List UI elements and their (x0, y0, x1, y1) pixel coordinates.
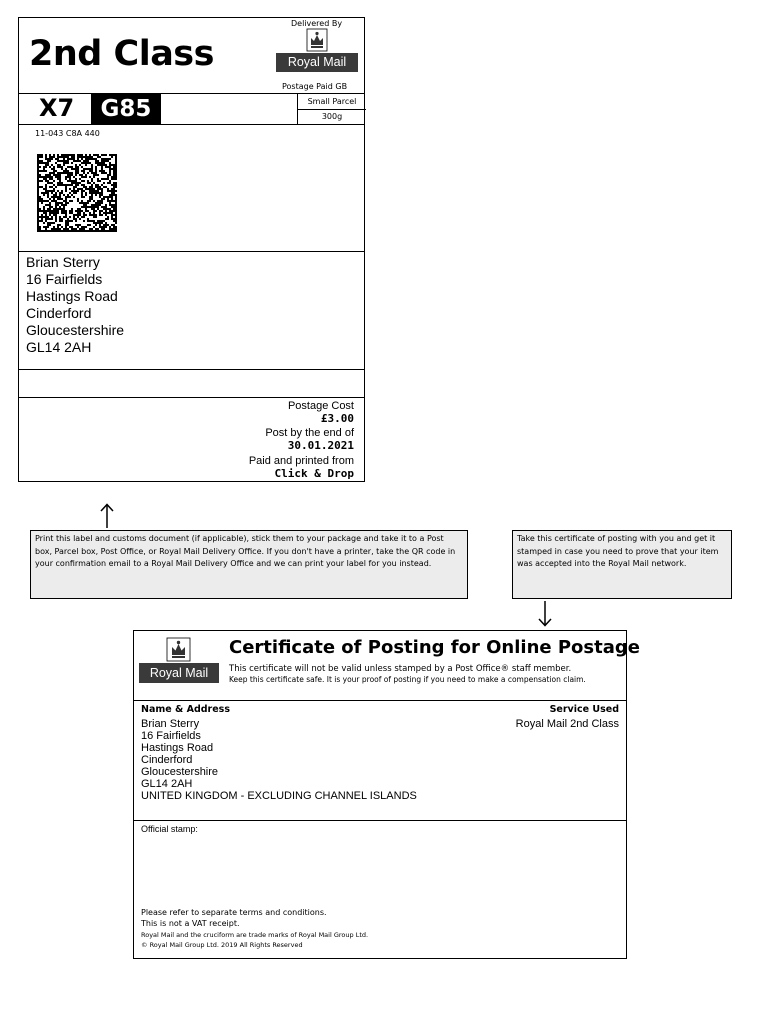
address-line: Hastings Road (26, 288, 118, 304)
service-used-header: Service Used (549, 704, 619, 715)
copyright-note: © Royal Mail Group Ltd. 2019 All Rights Reserved (141, 941, 303, 949)
trademark-note: Royal Mail and the cruciform are trade marks of Royal Mail Group Ltd. (141, 931, 369, 939)
weight-label: 300g (297, 110, 366, 124)
address-line: Cinderford (141, 754, 193, 766)
address-line: 16 Fairfields (141, 730, 201, 742)
shipping-label (18, 17, 365, 482)
official-stamp-label: Official stamp: (141, 824, 198, 834)
certificate-instructions-note (512, 530, 732, 599)
post-by-label: Post by the end of (265, 427, 354, 439)
label-instructions-note (30, 530, 468, 599)
postage-paid-text: Postage Paid GB (282, 82, 348, 91)
royal-mail-logo (276, 27, 358, 87)
royal-mail-wordmark: Royal Mail (276, 53, 358, 72)
format-label: Small Parcel (297, 94, 366, 110)
arrow-up-icon (100, 503, 114, 529)
postage-cost-value: £3.00 (320, 412, 354, 425)
address-line: GL14 2AH (141, 778, 193, 790)
address-line: Cinderford (26, 305, 92, 321)
certificate-validity-note: This certificate will not be valid unless stamped by a Post Office® staff member. (229, 664, 572, 674)
terms-note: Please refer to separate terms and conditions. (141, 908, 327, 917)
printed-from-label: Paid and printed from (248, 455, 354, 467)
address-line: Brian Sterry (141, 718, 200, 730)
datamatrix-barcode (37, 154, 117, 232)
address-line: Hastings Road (141, 742, 214, 754)
address-line: Gloucestershire (141, 766, 219, 778)
vat-note: This is not a VAT receipt. (141, 919, 240, 928)
certificate-keep-safe-note: Keep this certificate safe. It is your proof of posting if you need to make a compensation claim. (229, 675, 586, 684)
name-address-header: Name & Address (141, 704, 230, 715)
certificate-instructions-text: Take this certificate of posting with you and get it stamped in case you need to prove that your item was accepted into the Royal Mail network. (517, 534, 719, 568)
reference-code: 11-043 C8A 440 (35, 129, 100, 138)
sort-code-primary: X7 (39, 94, 75, 122)
postage-cost-label: Postage Cost (287, 400, 354, 412)
royal-mail-wordmark: Royal Mail (139, 663, 219, 683)
royal-mail-logo (139, 637, 219, 689)
label-instructions-text: Print this label and customs document (if applicable), stick them to your package and take it to a Post box, Parcel box, Post Office, or Royal Mail Delivery Office. If you don't have a printer, take the QR code in your confirmation email to a Royal Mail Delivery Office and we can print your label for you instead. (35, 534, 456, 568)
certificate-of-posting (133, 630, 640, 959)
certificate-title: Certificate of Posting for Online Postage (229, 637, 640, 658)
address-line: Brian Sterry (26, 254, 100, 270)
sort-code-secondary: G85 (91, 94, 161, 124)
printed-from-value: Click & Drop (274, 467, 354, 480)
delivered-by-text: Delivered By (291, 19, 343, 28)
service-used-value: Royal Mail 2nd Class (515, 718, 619, 730)
post-by-date: 30.01.2021 (287, 439, 354, 452)
address-line: Gloucestershire (26, 322, 125, 338)
address-line: 16 Fairfields (26, 271, 103, 287)
address-line: UNITED KINGDOM - EXCLUDING CHANNEL ISLANDS (141, 790, 417, 802)
crown-icon (139, 637, 219, 665)
arrow-down-icon (538, 600, 552, 628)
address-line: GL14 2AH (26, 339, 92, 355)
service-class-title: 2nd Class (29, 34, 214, 74)
